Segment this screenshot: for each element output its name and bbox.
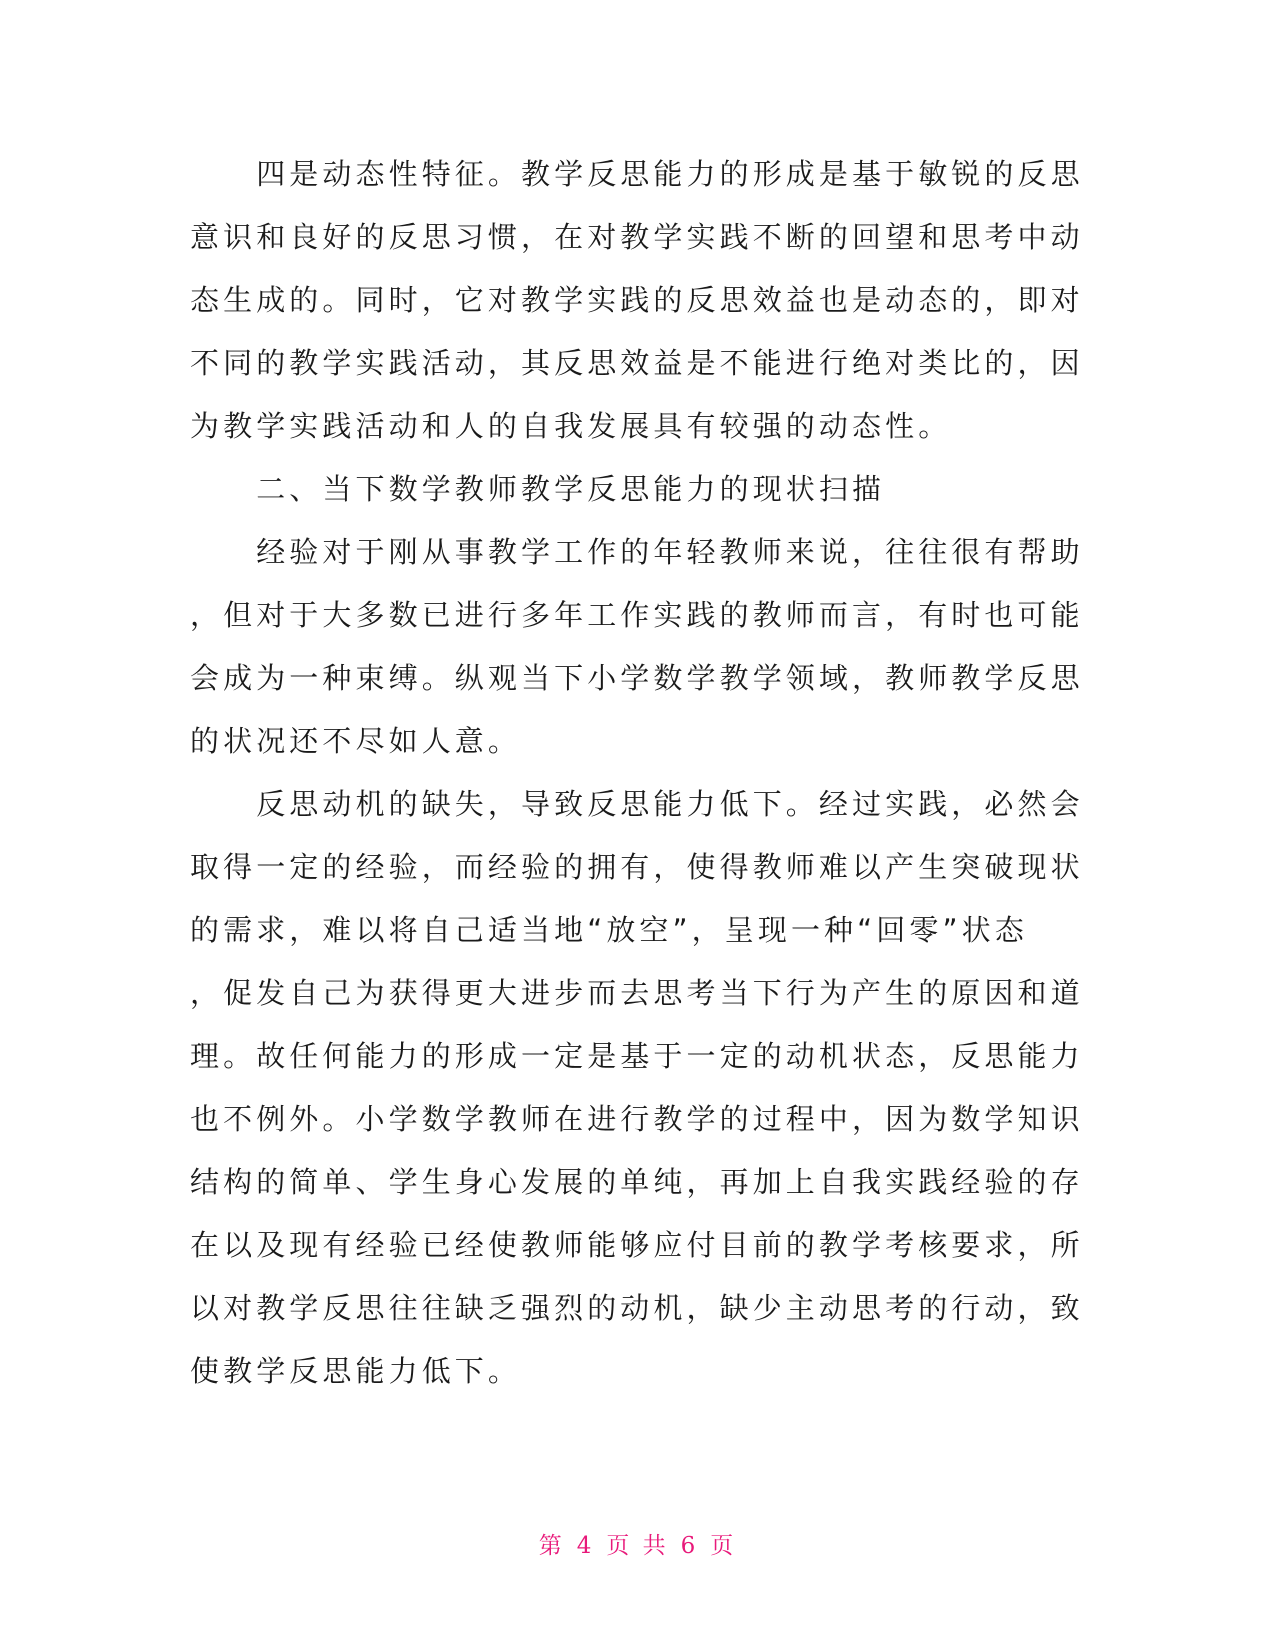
text-line: 不同的教学实践活动，其反思效益是不能进行绝对类比的，因 (190, 346, 1084, 380)
footer-prefix: 第 (538, 1533, 565, 1559)
text-line: ，但对于大多数已进行多年工作实践的教师而言，有时也可能 (190, 598, 1084, 632)
section-heading: 二、当下数学教师教学反思能力的现状扫描 (190, 472, 886, 506)
text-line: 结构的简单、学生身心发展的单纯，再加上自我实践经验的存 (190, 1165, 1084, 1199)
page-number-footer (0, 1527, 1275, 1560)
text-line: 理。故任何能力的形成一定是基于一定的动机状态，反思能力 (190, 1039, 1084, 1073)
text-line: ，促发自己为获得更大进步而去思考当下行为产生的原因和道 (190, 976, 1084, 1010)
text-line: 意识和良好的反思习惯，在对教学实践不断的回望和思考中动 (190, 220, 1084, 254)
total-page-count: 6 (680, 1533, 699, 1559)
footer-suffix: 页 (710, 1533, 737, 1559)
current-page-number: 4 (576, 1533, 595, 1559)
text-line: 的需求，难以将自己适当地“放空”，呈现一种“回零”状态 (190, 913, 1028, 947)
text-line: 取得一定的经验，而经验的拥有，使得教师难以产生突破现状 (190, 850, 1084, 884)
text-line: 为教学实践活动和人的自我发展具有较强的动态性。 (190, 409, 952, 443)
text-line: 的状况还不尽如人意。 (190, 724, 522, 758)
footer-middle: 页 共 (606, 1533, 669, 1559)
text-line: 经验对于刚从事教学工作的年轻教师来说，往往很有帮助 (190, 535, 1084, 569)
text-line: 也不例外。小学数学教师在进行教学的过程中，因为数学知识 (190, 1102, 1084, 1136)
text-line: 以对教学反思往往缺乏强烈的动机，缺少主动思考的行动，致 (190, 1291, 1084, 1325)
text-line: 会成为一种束缚。纵观当下小学数学教学领域，教师教学反思 (190, 661, 1084, 695)
text-line: 态生成的。同时，它对教学实践的反思效益也是动态的，即对 (190, 283, 1084, 317)
text-line: 反思动机的缺失，导致反思能力低下。经过实践，必然会 (190, 787, 1084, 821)
text-line: 四是动态性特征。教学反思能力的形成是基于敏锐的反思 (190, 157, 1084, 191)
body-text (190, 143, 1084, 1403)
text-line: 使教学反思能力低下。 (190, 1354, 522, 1388)
text-line: 在以及现有经验已经使教师能够应付目前的教学考核要求，所 (190, 1228, 1084, 1262)
